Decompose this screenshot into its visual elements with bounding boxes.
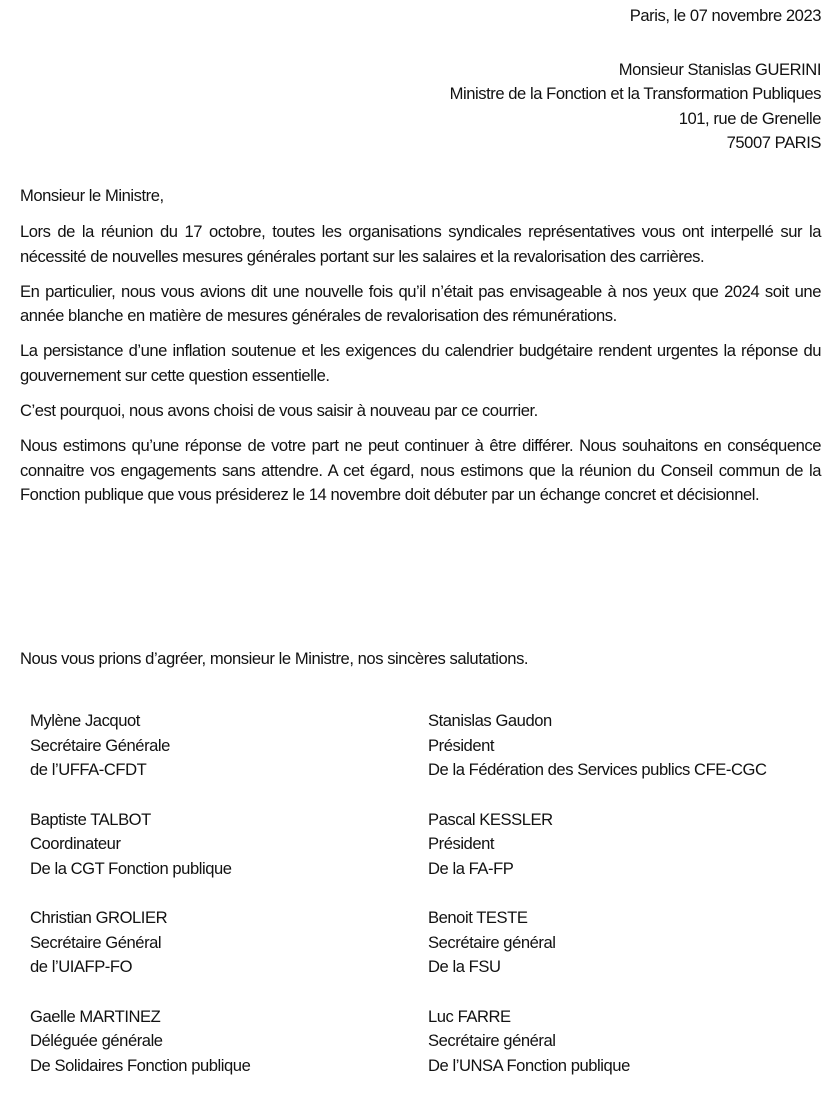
recipient-address-city: 75007 PARIS [450, 131, 821, 155]
signatory-role: Coordinateur [30, 832, 428, 857]
signatory [428, 808, 820, 907]
signatory-role: Secrétaire général [428, 931, 820, 956]
signatory-role: Secrétaire Général [30, 931, 428, 956]
signatory [30, 808, 428, 907]
signatory-name: Gaelle MARTINEZ [30, 1005, 428, 1030]
signatory [428, 906, 820, 1005]
recipient-block [450, 58, 821, 155]
letter-body [20, 184, 821, 518]
signatory-role: Président [428, 832, 820, 857]
signatory-org: De la CGT Fonction publique [30, 857, 428, 882]
signatory [30, 1005, 428, 1103]
signatory-name: Stanislas Gaudon [428, 709, 820, 734]
paragraph: Lors de la réunion du 17 octobre, toutes les organisations syndicales représentatives vous ont interpellé sur la nécessité de nouvelles mesures générales portant sur les salaires et la revalorisation des carrières. [20, 220, 821, 269]
signatory-name: Benoit TESTE [428, 906, 820, 931]
signatory-role: Secrétaire général [428, 1029, 820, 1054]
signatory-name: Christian GROLIER [30, 906, 428, 931]
recipient-name: Monsieur Stanislas GUERINI [450, 58, 821, 82]
signatory-name: Luc FARRE [428, 1005, 820, 1030]
paragraph: La persistance d’une inflation soutenue et les exigences du calendrier budgétaire rendent urgentes la réponse du gouvernement sur cette question essentielle. [20, 339, 821, 388]
closing-formula: Nous vous prions d’agréer, monsieur le Ministre, nos sincères salutations. [20, 649, 528, 669]
signatory-row [30, 808, 820, 907]
signatory-name: Baptiste TALBOT [30, 808, 428, 833]
signatory-org: De la FA-FP [428, 857, 820, 882]
salutation: Monsieur le Ministre, [20, 184, 821, 208]
signatory [428, 709, 820, 808]
signatory-name: Pascal KESSLER [428, 808, 820, 833]
date-line: Paris, le 07 novembre 2023 [630, 6, 821, 26]
recipient-title: Ministre de la Fonction et la Transformation Publiques [450, 82, 821, 106]
signatory-row [30, 1005, 820, 1103]
signatory [30, 709, 428, 808]
signatory [30, 906, 428, 1005]
signatory-org: De la FSU [428, 955, 820, 980]
signatory-row [30, 709, 820, 808]
recipient-address-street: 101, rue de Grenelle [450, 107, 821, 131]
signatory-org: De Solidaires Fonction publique [30, 1054, 428, 1079]
signatory-org: De l’UNSA Fonction publique [428, 1054, 820, 1079]
signatory-name: Mylène Jacquot [30, 709, 428, 734]
signatories-grid [30, 709, 820, 1103]
signatory-org: de l’UFFA-CFDT [30, 758, 428, 783]
signatory-org: De la Fédération des Services publics CFE-CGC [428, 758, 820, 783]
paragraph: C’est pourquoi, nous avons choisi de vous saisir à nouveau par ce courrier. [20, 399, 821, 423]
signatory-role: Président [428, 734, 820, 759]
paragraph: Nous estimons qu’une réponse de votre part ne peut continuer à être différer. Nous souhaitons en conséquence connaitre vos engagements sans attendre. A cet égard, nous estimons que la réunion du Conseil commun de la Fonction publique que vous présiderez le 14 novembre doit débuter par un échange concret et décisionnel. [20, 434, 821, 507]
signatory-row [30, 906, 820, 1005]
signatory [428, 1005, 820, 1103]
signatory-org: de l’UIAFP-FO [30, 955, 428, 980]
signatory-role: Secrétaire Générale [30, 734, 428, 759]
paragraph: En particulier, nous vous avions dit une nouvelle fois qu’il n’était pas envisageable à nos yeux que 2024 soit une année blanche en matière de mesures générales de revalorisation des rémunérations. [20, 280, 821, 329]
signatory-role: Déléguée générale [30, 1029, 428, 1054]
